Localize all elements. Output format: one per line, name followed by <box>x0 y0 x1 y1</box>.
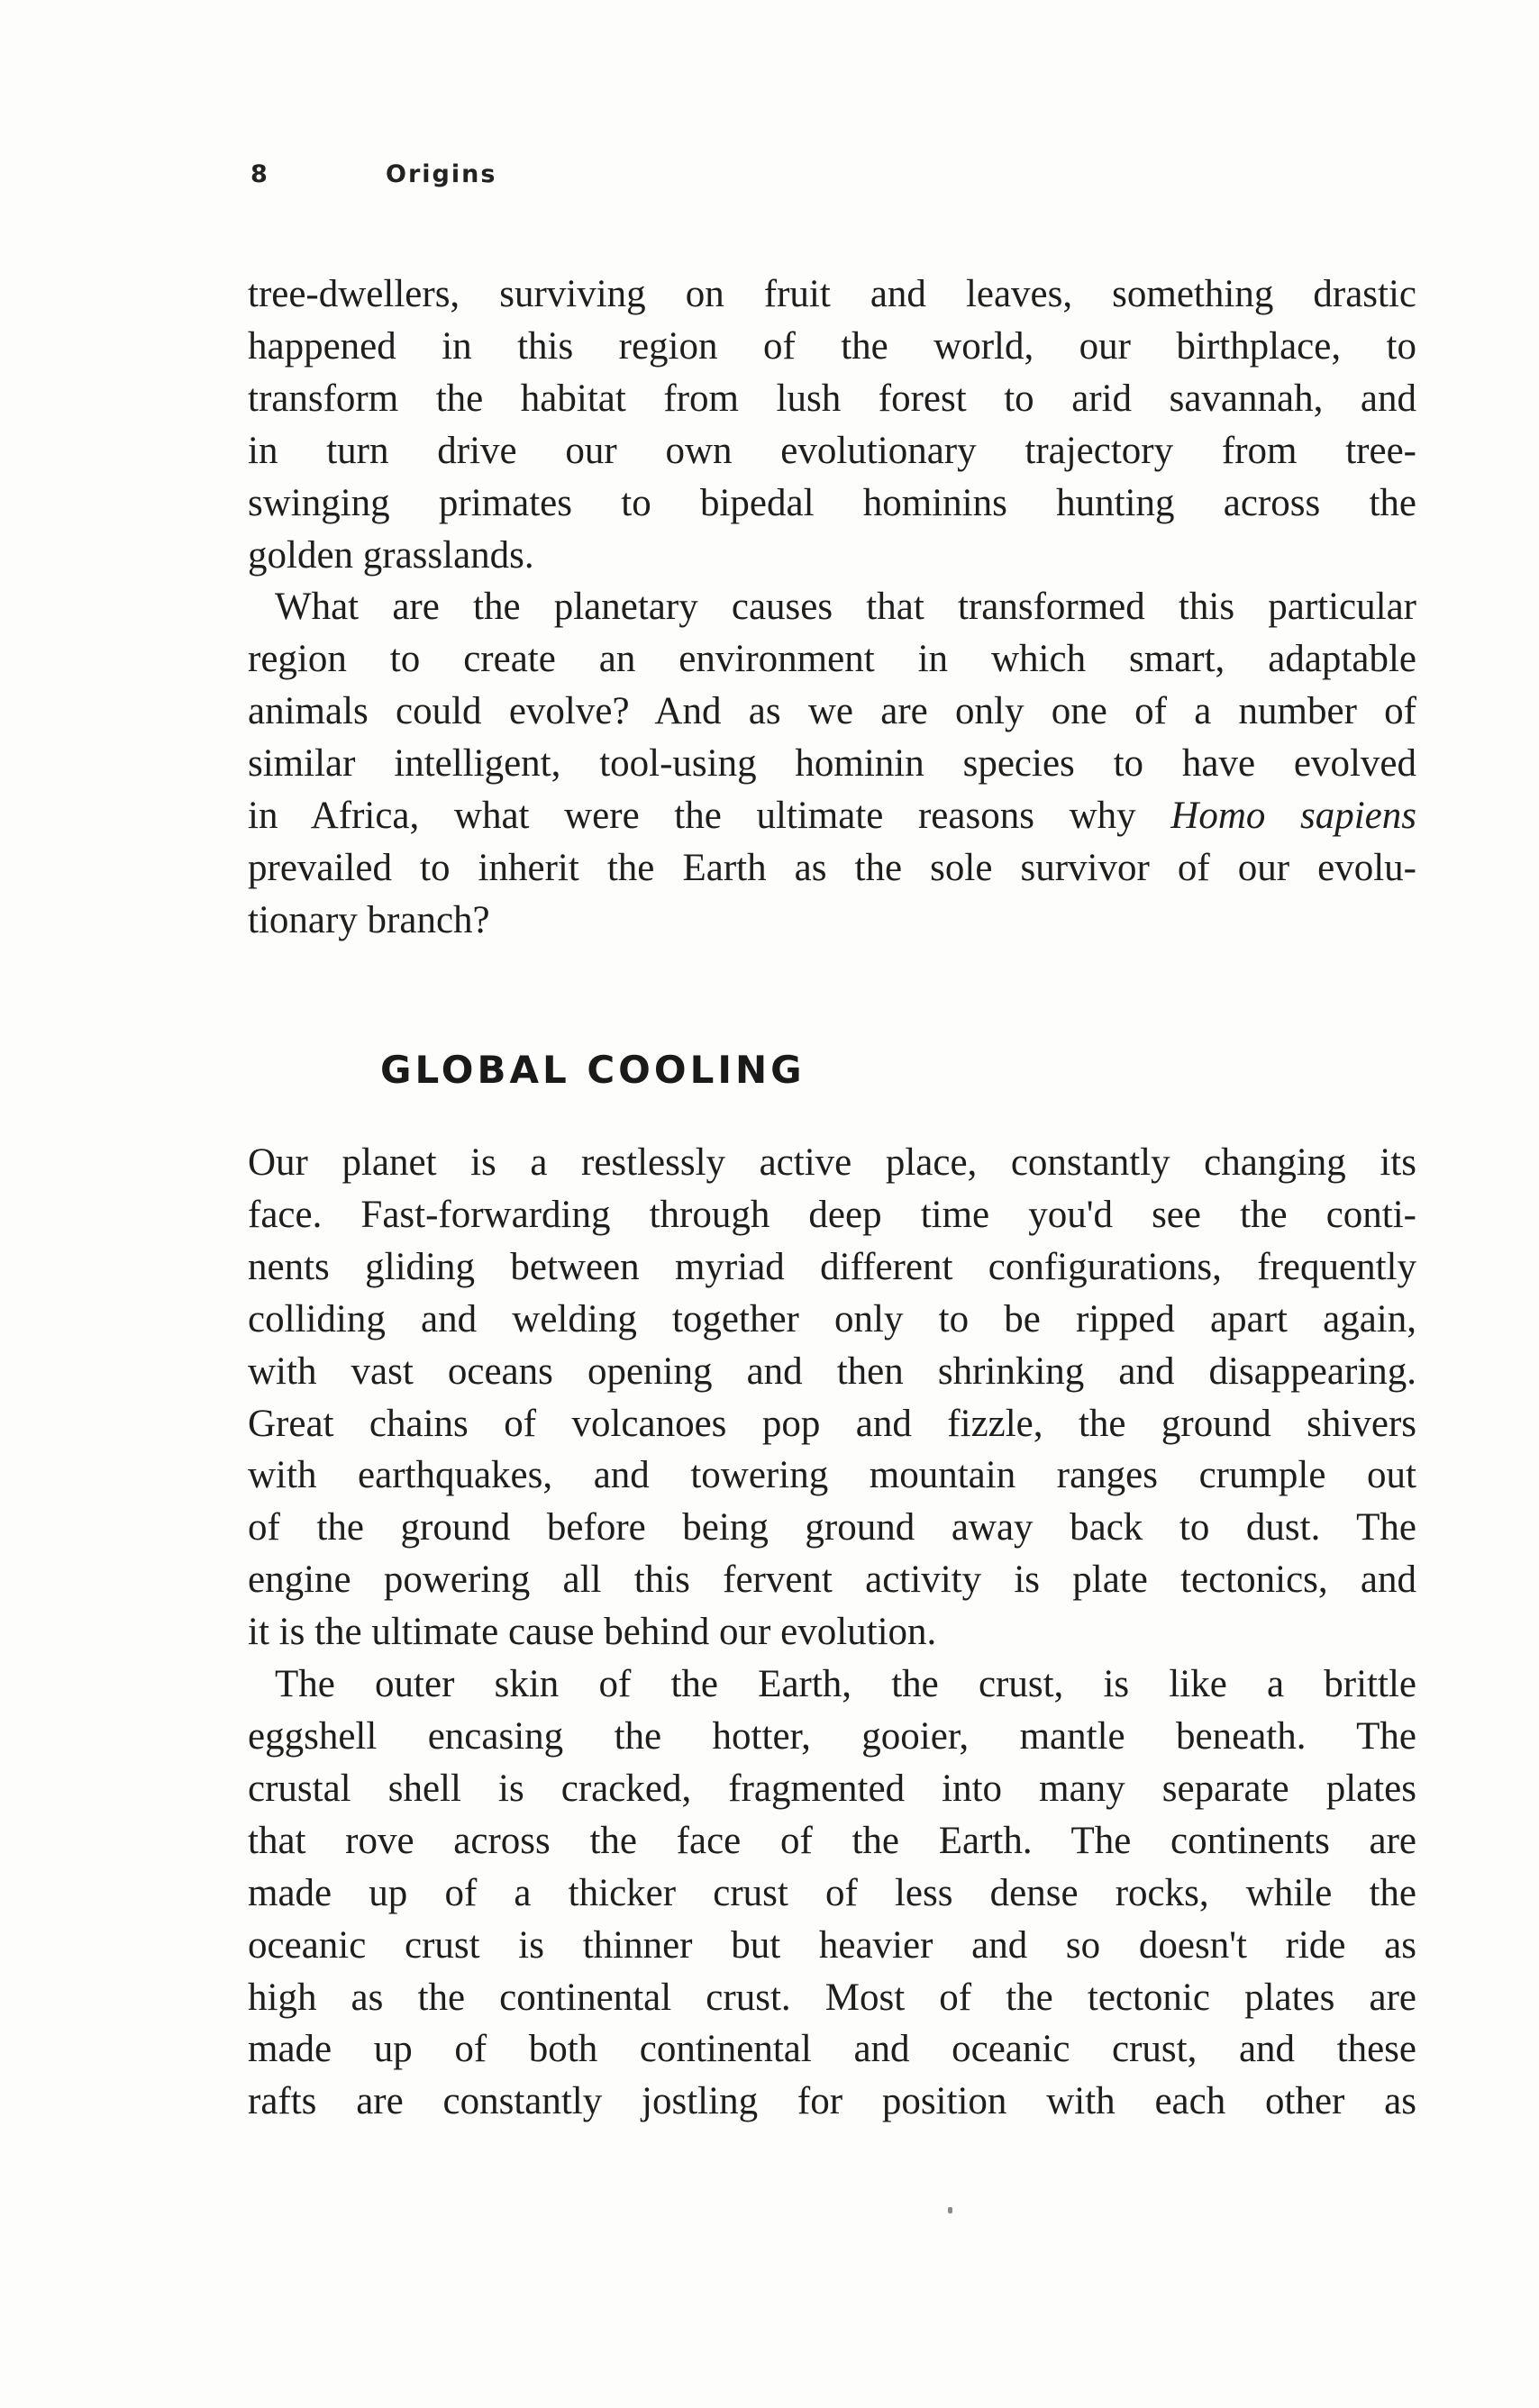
text-line: tionary branch? <box>248 898 490 941</box>
text-line: similar intelligent, tool-using hominin species to have evolved <box>248 742 1416 786</box>
text-line: made up of both continental and oceanic crust, and these <box>248 2028 1416 2071</box>
text-line: region to create an environment in which smart, adaptable <box>248 638 1416 681</box>
text-line: it is the ultimate cause behind our evolution. <box>248 1611 937 1654</box>
text-line: rafts are constantly jostling for position with each other as <box>248 2080 1416 2123</box>
text-line: crustal shell is cracked, fragmented into many separate plates <box>248 1767 1416 1810</box>
body-text-bottom <box>248 1137 1416 2128</box>
text-line: eggshell encasing the hotter, gooier, mantle beneath. The <box>248 1714 1416 1758</box>
text-line: nents gliding between myriad different configurations, frequently <box>248 1245 1416 1288</box>
text-fragment: in Africa, what were the ultimate reasons why <box>248 795 1136 838</box>
text-line: prevailed to inherit the Earth as the sole survivor of our evolu- <box>248 846 1416 889</box>
text-line: oceanic crust is thinner but heavier and so doesn't ride as <box>248 1923 1416 1967</box>
text-line: engine powering all this fervent activity is plate tectonics, and <box>248 1558 1416 1602</box>
text-line: with earthquakes, and towering mountain ranges crumple out <box>248 1454 1416 1497</box>
text-line: golden grasslands. <box>248 533 534 577</box>
text-line: that rove across the face of the Earth. The continents are <box>248 1819 1416 1862</box>
text-line: face. Fast-forwarding through deep time you'd see the conti- <box>248 1193 1416 1236</box>
text-line: animals could evolve? And as we are only one of a number of <box>248 690 1416 733</box>
print-speck-mark <box>948 2207 952 2213</box>
running-head <box>250 160 496 188</box>
text-line: tree-dwellers, surviving on fruit and leaves, something drastic <box>248 273 1416 315</box>
text-line: with vast oceans opening and then shrinking and disappearing. <box>248 1349 1416 1393</box>
body-text-top <box>248 268 1416 947</box>
running-head-title: Origins <box>386 160 497 188</box>
text-line <box>248 790 1416 842</box>
text-line: The outer skin of the Earth, the crust, is like a brittle <box>275 1663 1416 1706</box>
section-heading: GLOBAL COOLING <box>380 1048 806 1092</box>
paragraph <box>248 1137 1416 1658</box>
page-number: 8 <box>250 160 269 188</box>
text-line: Our planet is a restlessly active place, constantly changing its <box>248 1141 1416 1184</box>
paragraph <box>248 581 1416 946</box>
text-line: happened in this region of the world, our birthplace, to <box>248 324 1416 368</box>
paragraph <box>248 1658 1416 2128</box>
text-line: in turn drive our own evolutionary trajectory from tree- <box>248 429 1416 472</box>
text-line: made up of a thicker crust of less dense rocks, while the <box>248 1871 1416 1914</box>
text-line: high as the continental crust. Most of the tectonic plates are <box>248 1976 1416 2019</box>
text-line: transform the habitat from lush forest to arid savannah, and <box>248 377 1416 420</box>
text-line: of the ground before being ground away back to dust. The <box>248 1506 1416 1549</box>
text-line: swinging primates to bipedal hominins hunting across the <box>248 481 1416 524</box>
paragraph <box>248 268 1416 581</box>
italic-species-name: Homo sapiens <box>1170 795 1417 838</box>
text-line: What are the planetary causes that transformed this particular <box>275 586 1416 629</box>
text-line: colliding and welding together only to be ripped apart again, <box>248 1297 1416 1340</box>
text-line: Great chains of volcanoes pop and fizzle, the ground shivers <box>248 1402 1416 1445</box>
